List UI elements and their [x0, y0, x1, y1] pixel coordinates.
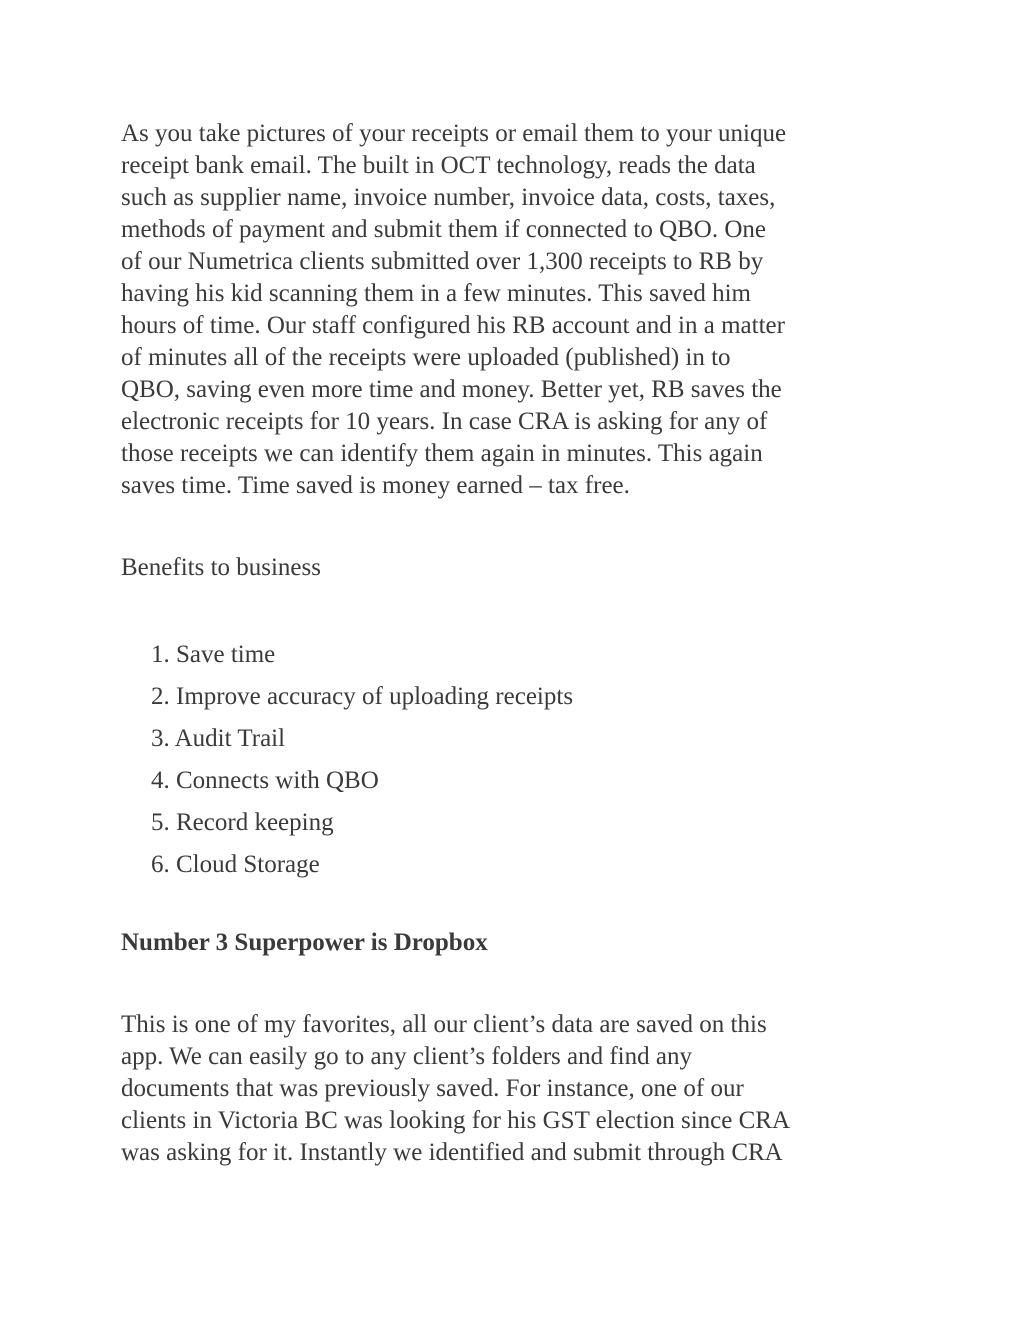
paragraph-line: electronic receipts for 10 years. In case CRA is asking for any of	[121, 408, 768, 435]
section-heading: Number 3 Superpower is Dropbox	[121, 929, 488, 956]
paragraph-line: of our Numetrica clients submitted over 1,300 receipts to RB by	[121, 248, 764, 275]
list-item	[151, 634, 921, 676]
paragraph-line: QBO, saving even more time and money. Better yet, RB saves the	[121, 376, 782, 403]
paragraph-line: This is one of my favorites, all our client’s data are saved on this	[121, 1011, 767, 1038]
benefits-list	[121, 634, 921, 886]
list-item	[151, 802, 921, 844]
list-item-text: Improve accuracy of uploading receipts	[176, 683, 574, 710]
list-number: 6.	[151, 851, 170, 878]
paragraph-line: was asking for it. Instantly we identified and submit through CRA	[121, 1139, 783, 1166]
list-number: 4.	[151, 767, 170, 794]
list-item	[151, 718, 921, 760]
paragraph-line: app. We can easily go to any client’s folders and find any	[121, 1043, 692, 1070]
list-item-text: Record keeping	[176, 809, 334, 836]
list-item	[151, 676, 921, 718]
paragraph-line: having his kid scanning them in a few minutes. This saved him	[121, 280, 752, 307]
list-number: 1.	[151, 641, 170, 668]
document-page	[121, 118, 921, 1169]
paragraph-line: methods of payment and submit them if connected to QBO. One	[121, 216, 767, 243]
paragraph-line: clients in Victoria BC was looking for his GST election since CRA	[121, 1107, 791, 1134]
list-item-text: Save time	[176, 641, 276, 668]
benefits-heading: Benefits to business	[121, 554, 321, 581]
paragraph-line: documents that was previously saved. For instance, one of our	[121, 1075, 744, 1102]
list-number: 2.	[151, 683, 170, 710]
list-item-text: Audit Trail	[174, 725, 286, 752]
list-item-text: Cloud Storage	[176, 851, 320, 878]
paragraph-line: hours of time. Our staff configured his RB account and in a matter	[121, 312, 785, 339]
list-item	[151, 844, 921, 886]
paragraph-line: receipt bank email. The built in OCT technology, reads the data	[121, 152, 756, 179]
list-number: 3.	[151, 725, 170, 752]
paragraph-line: of minutes all of the receipts were uploaded (published) in to	[121, 344, 731, 371]
list-number: 5.	[151, 809, 170, 836]
paragraph-line: those receipts we can identify them again in minutes. This again	[121, 440, 763, 467]
dropbox-paragraph	[121, 1009, 921, 1169]
paragraph-line: As you take pictures of your receipts or email them to your unique	[121, 120, 787, 147]
list-item	[151, 760, 921, 802]
list-item-text: Connects with QBO	[176, 767, 379, 794]
receipt-bank-paragraph	[121, 118, 921, 502]
paragraph-line: saves time. Time saved is money earned – tax free.	[121, 472, 630, 499]
paragraph-line: such as supplier name, invoice number, invoice data, costs, taxes,	[121, 184, 776, 211]
